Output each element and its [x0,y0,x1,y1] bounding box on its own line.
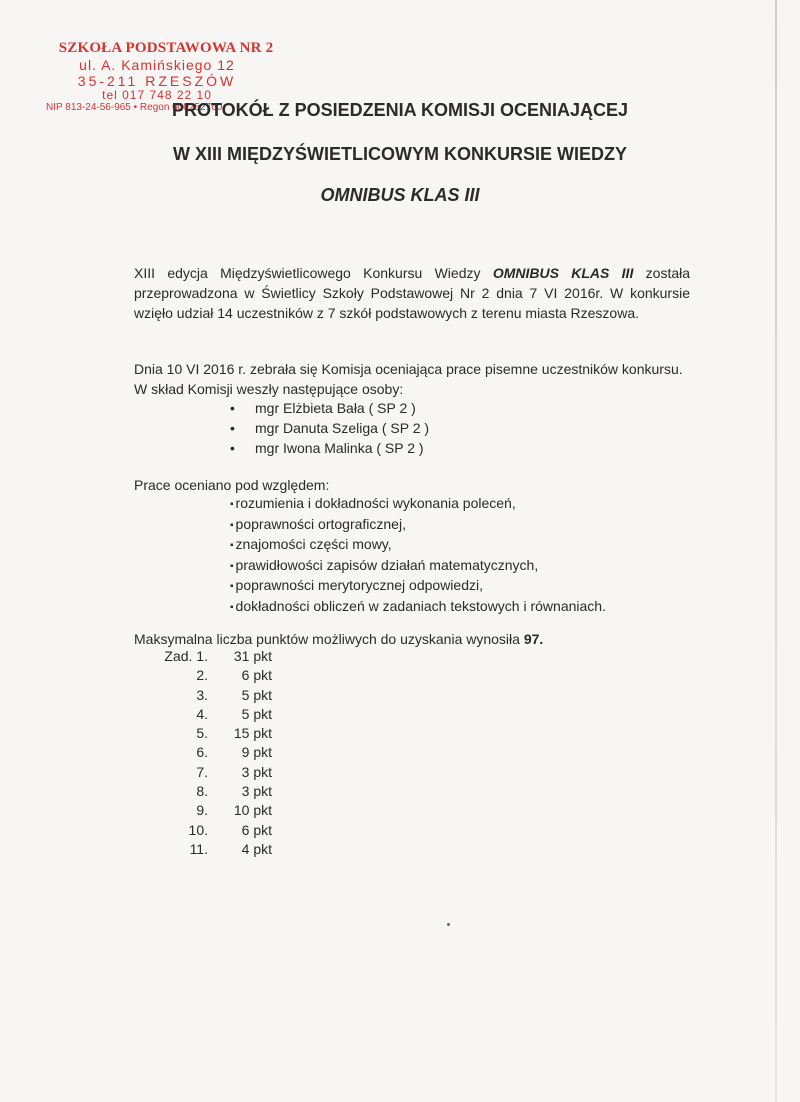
task-row [146,840,272,859]
stamp-street: ul. A. Kamińskiego 12 [79,57,235,74]
criteria-heading: Prace oceniano pod względem: [134,477,330,493]
scan-speck [447,923,450,926]
task-row [146,821,272,840]
task-row [146,743,272,762]
committee-line-1: Dnia 10 VI 2016 r. zebrała się Komisja oceniająca prace pisemne uczestników konkursu. [134,361,683,377]
task-points: 4 pkt [241,840,272,857]
intro-paragraph [134,263,690,323]
task-points: 10 pkt [233,802,272,819]
task-row [146,782,272,801]
task-points: 9 pkt [241,744,272,761]
task-points: 15 pkt [233,725,272,742]
task-points: 6 pkt [241,667,272,684]
criteria-item: ▪ poprawności ortograficznej, [230,515,606,536]
criteria-list [230,494,606,617]
max-points-text: Maksymalna liczba punktów możliwych do uzyskania wynosiła [134,631,524,647]
committee-line-2: W skład Komisji weszły następujące osoby: [134,381,404,397]
committee-paragraph [134,359,714,399]
task-points: 3 pkt [241,763,272,780]
task-number: 9. [196,802,208,819]
task-points: 6 pkt [241,821,272,838]
task-points: 5 pkt [241,705,272,722]
committee-member: • mgr Danuta Szeliga ( SP 2 ) [230,418,429,438]
title-line-2: W XIII MIĘDZYŚWIETLICOWYM KONKURSIE WIEDZY [173,144,627,164]
committee-member: • mgr Iwona Malinka ( SP 2 ) [230,438,429,458]
criteria-item: ▪ dokładności obliczeń w zadaniach tekstowych i równaniach. [230,597,606,618]
stamp-school: SZKOŁA PODSTAWOWA NR 2 [58,40,274,56]
task-number: Zad. 1. [164,648,208,664]
task-row [146,686,272,705]
task-points: 5 pkt [241,686,272,703]
task-number: 7. [196,763,208,780]
task-row [146,705,272,724]
task-points: 31 pkt [233,648,272,664]
intro-text-after: została przeprowadzona w Świetlicy Szkoły Podstawowej Nr 2 dnia 7 VI 2016r. W konkursie wzięło udział 14 uczestników z 7 szkół podstawowych z terenu miasta Rzeszowa. [134,265,691,321]
task-row [146,647,272,666]
task-number: 4. [196,705,208,722]
task-row [146,724,272,743]
criteria-item: ▪ prawidłowości zapisów działań matematycznych, [230,556,606,577]
task-number: 6. [196,744,208,761]
scan-edge-line [775,0,777,1102]
stamp-ids: NIP 813-24-56-965 • Regon 000252760 [46,102,223,114]
committee-members-list [230,398,429,458]
task-number: 8. [196,783,208,800]
task-number: 2. [196,667,208,684]
task-number: 10. [188,821,208,838]
task-number: 11. [189,840,208,857]
max-points-line [134,629,543,649]
task-row [146,801,272,820]
intro-emphasis: OMNIBUS KLAS III [492,265,634,281]
intro-text-before: XIII edycja Międzyświetlicowego Konkursu Wiedzy [134,265,493,281]
task-number: 3. [196,686,208,703]
task-row [146,666,272,685]
task-points-list [146,647,272,859]
stamp-city: 35-211 RZESZÓW [77,73,237,90]
criteria-item: ▪ rozumienia i dokładności wykonania poleceń, [230,494,606,515]
title-line-3: OMNIBUS KLAS III [320,185,480,205]
criteria-item: ▪ znajomości części mowy, [230,535,606,556]
criteria-item: ▪ poprawności merytorycznej odpowiedzi, [230,576,606,597]
committee-member: • mgr Elżbieta Bała ( SP 2 ) [230,398,429,418]
task-points: 3 pkt [241,783,272,800]
task-number: 5. [196,725,208,742]
task-row [146,763,272,782]
title-line-1: PROTOKÓŁ Z POSIEDZENIA KOMISJI OCENIAJĄCEJ [171,100,629,120]
stamp-phone: tel 017 748 22 10 [102,88,212,103]
max-points-value: 97. [523,631,544,647]
